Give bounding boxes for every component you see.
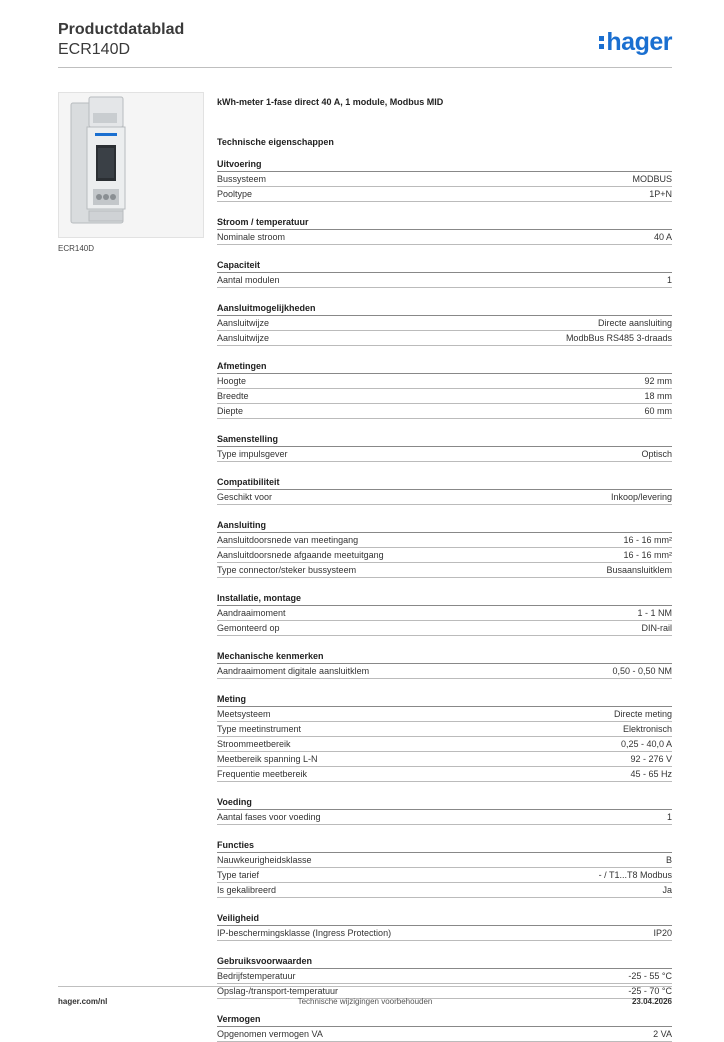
spec-value: MODBUS — [632, 174, 672, 184]
spec-row — [217, 1027, 672, 1042]
spec-row — [217, 187, 672, 202]
spec-row — [217, 316, 672, 331]
spec-label: Breedte — [217, 391, 249, 401]
spec-value: 16 - 16 mm² — [623, 535, 672, 545]
spec-content — [217, 97, 672, 1042]
energy-meter-icon — [59, 93, 203, 237]
spec-row — [217, 273, 672, 288]
spec-row — [217, 810, 672, 825]
logo-dots-icon — [599, 31, 605, 51]
spec-row — [217, 374, 672, 389]
spec-value: 45 - 65 Hz — [630, 769, 672, 779]
spec-row — [217, 389, 672, 404]
spec-value: 92 mm — [644, 376, 672, 386]
spec-label: Meetbereik spanning L-N — [217, 754, 318, 764]
spec-value: Optisch — [641, 449, 672, 459]
spec-label: Bedrijfstemperatuur — [217, 971, 296, 981]
spec-label: Type meetinstrument — [217, 724, 302, 734]
header-divider — [58, 67, 672, 68]
footer-divider — [58, 986, 672, 987]
spec-row — [217, 331, 672, 346]
spec-value: 2 VA — [653, 1029, 672, 1039]
spec-label: Aansluitdoorsnede afgaande meetuitgang — [217, 550, 384, 560]
logo-text: hager — [606, 28, 672, 56]
spec-value: -25 - 70 °C — [628, 986, 672, 996]
spec-row — [217, 969, 672, 984]
spec-label: IP-beschermingsklasse (Ingress Protection) — [217, 928, 392, 938]
spec-value: ModbBus RS485 3-draads — [565, 333, 672, 343]
spec-label: Frequentie meetbereik — [217, 769, 308, 779]
spec-value: 1 — [666, 812, 672, 822]
spec-row — [217, 737, 672, 752]
footer-disclaimer: Technische wijzigingen voorbehouden — [297, 997, 433, 1006]
spec-row — [217, 664, 672, 679]
spec-group-title: Compatibiliteit — [217, 476, 672, 490]
spec-row — [217, 563, 672, 578]
spec-label: Aansluitwijze — [217, 318, 270, 328]
product-code: ECR140D — [58, 41, 131, 58]
spec-row — [217, 490, 672, 505]
spec-row — [217, 404, 672, 419]
spec-label: Nauwkeurigheidsklasse — [217, 855, 312, 865]
product-image — [58, 92, 204, 238]
spec-label: Stroommeetbereik — [217, 739, 291, 749]
spec-row — [217, 533, 672, 548]
image-caption: ECR140D — [58, 244, 95, 253]
spec-value: B — [665, 855, 672, 865]
spec-group-title: Capaciteit — [217, 259, 672, 273]
spec-group-title: Functies — [217, 839, 672, 853]
spec-label: Aandraaimoment — [217, 608, 286, 618]
spec-value: - / T1...T8 Modbus — [598, 870, 672, 880]
spec-label: Is gekalibreerd — [217, 885, 277, 895]
spec-label: Opslag-/transport-temperatuur — [217, 986, 339, 996]
spec-label: Hoogte — [217, 376, 247, 386]
spec-heading: Technische eigenschappen — [217, 137, 334, 147]
spec-label: Geschikt voor — [217, 492, 273, 502]
spec-row — [217, 606, 672, 621]
spec-value: 60 mm — [644, 406, 672, 416]
spec-group-title: Stroom / temperatuur — [217, 216, 672, 230]
spec-group-title: Vermogen — [217, 1013, 672, 1027]
spec-value: 16 - 16 mm² — [623, 550, 672, 560]
spec-row — [217, 707, 672, 722]
spec-label: Aansluitdoorsnede van meetingang — [217, 535, 359, 545]
spec-value: IP20 — [653, 928, 672, 938]
page-title: Productdatablad — [58, 21, 185, 38]
hager-logo — [599, 28, 672, 57]
footer-website: hager.com/nl — [58, 997, 108, 1006]
spec-label: Type tarief — [217, 870, 260, 880]
spec-group-title: Meting — [217, 693, 672, 707]
spec-label: Type impulsgever — [217, 449, 288, 459]
spec-value: 1 - 1 NM — [637, 608, 672, 618]
spec-value: Directe aansluiting — [597, 318, 672, 328]
spec-group-title: Afmetingen — [217, 360, 672, 374]
spec-value: 0,50 - 0,50 NM — [612, 666, 672, 676]
spec-row — [217, 621, 672, 636]
spec-group-title: Voeding — [217, 796, 672, 810]
spec-label: Opgenomen vermogen VA — [217, 1029, 323, 1039]
spec-group-title: Aansluiting — [217, 519, 672, 533]
spec-label: Meetsysteem — [217, 709, 271, 719]
spec-value: Elektronisch — [622, 724, 672, 734]
spec-label: Nominale stroom — [217, 232, 286, 242]
spec-row — [217, 767, 672, 782]
spec-value: Inkoop/levering — [610, 492, 672, 502]
product-description: kWh-meter 1-fase direct 40 A, 1 module, Modbus MID — [217, 97, 444, 107]
spec-value: Directe meting — [613, 709, 672, 719]
spec-row — [217, 868, 672, 883]
spec-group-title: Veiligheid — [217, 912, 672, 926]
spec-label: Type connector/steker bussysteem — [217, 565, 357, 575]
page-header — [58, 20, 184, 59]
spec-group-title: Installatie, montage — [217, 592, 672, 606]
spec-group-title: Gebruiksvoorwaarden — [217, 955, 672, 969]
spec-label: Diepte — [217, 406, 244, 416]
spec-value: -25 - 55 °C — [628, 971, 672, 981]
spec-row — [217, 722, 672, 737]
spec-row — [217, 172, 672, 187]
spec-value: 1P+N — [649, 189, 672, 199]
spec-value: 0,25 - 40,0 A — [620, 739, 672, 749]
spec-label: Aantal modulen — [217, 275, 280, 285]
spec-row — [217, 548, 672, 563]
spec-row — [217, 447, 672, 462]
footer-date: 23.04.2026 — [631, 997, 672, 1006]
spec-value: 1 — [666, 275, 672, 285]
spec-groups — [217, 158, 672, 1042]
spec-row — [217, 230, 672, 245]
spec-value: 18 mm — [644, 391, 672, 401]
spec-row — [217, 853, 672, 868]
spec-group-title: Aansluitmogelijkheden — [217, 302, 672, 316]
spec-group-title: Mechanische kenmerken — [217, 650, 672, 664]
spec-row — [217, 926, 672, 941]
spec-label: Aandraaimoment digitale aansluitklem — [217, 666, 370, 676]
spec-value: 92 - 276 V — [630, 754, 672, 764]
spec-group-title: Samenstelling — [217, 433, 672, 447]
spec-group-title: Uitvoering — [217, 158, 672, 172]
spec-label: Pooltype — [217, 189, 253, 199]
spec-label: Gemonteerd op — [217, 623, 280, 633]
spec-label: Bussysteem — [217, 174, 267, 184]
spec-label: Aansluitwijze — [217, 333, 270, 343]
spec-value: 40 A — [653, 232, 672, 242]
spec-label: Aantal fases voor voeding — [217, 812, 321, 822]
spec-value: Ja — [662, 885, 672, 895]
spec-value: Busaansluitklem — [606, 565, 672, 575]
spec-row — [217, 752, 672, 767]
spec-row — [217, 883, 672, 898]
spec-value: DIN-rail — [641, 623, 672, 633]
